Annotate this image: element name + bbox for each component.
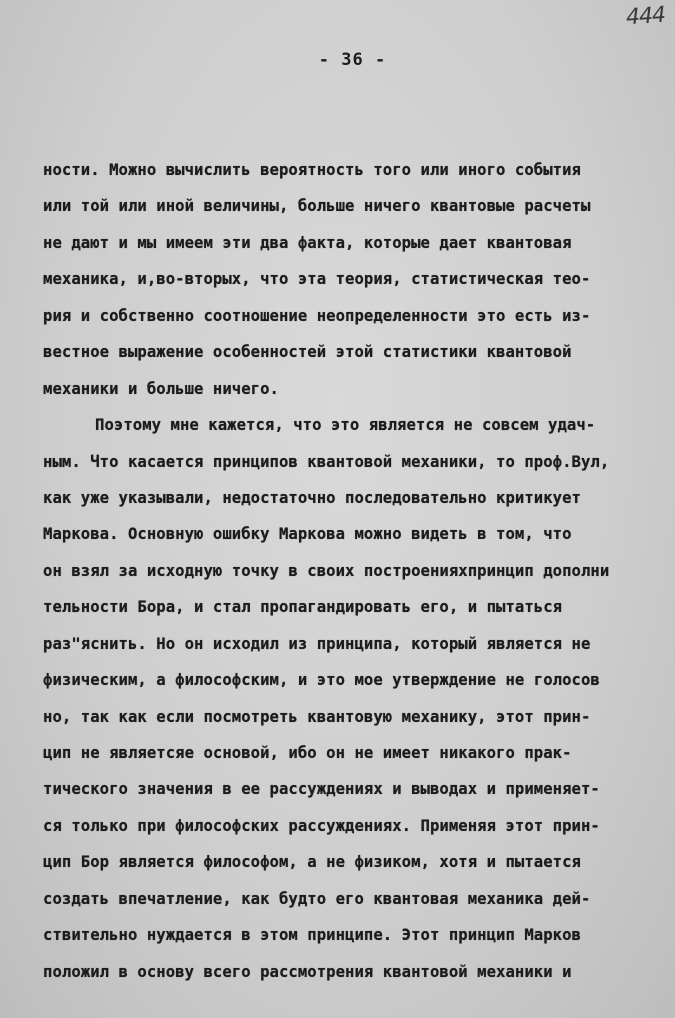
text-line: цип не являетсяе основой, ибо он не имеет никакого прак- [43, 744, 572, 762]
text-line: как уже указывали, недостаточно последовательно критикует [43, 488, 581, 507]
text-line: он взял за исходную точку в своих построенияхпринцип дополни [43, 561, 610, 580]
text-line: не дают и мы имеем эти два факта, которые дает квантовая [43, 233, 572, 252]
archive-number: 444 [625, 2, 666, 31]
text-line: вестное выражение особенностей этой статистики квантовой [43, 343, 572, 362]
text-line: ся только при философских рассуждениях. Применяя этот прин- [43, 816, 600, 835]
text-line: но, так как если посмотреть квантовую механику, этот прин- [43, 707, 591, 726]
text-line: физическим, а философским, и это мое утверждение не голосов [43, 671, 600, 690]
text-line: механика, и,во-вторых, что эта теория, статистическая тео- [43, 270, 591, 289]
text-line: Маркова. Основную ошибку Маркова можно видеть в том, что [43, 525, 572, 544]
text-line: создать впечатление, как будто его квантовая механика дей- [43, 889, 591, 908]
text-line: цип Бор является философом, а не физиком, хотя и пытается [43, 853, 581, 872]
text-line: ности. Можно вычислить вероятность того или иного события [43, 161, 581, 179]
text-line: раз"яснить. Но он исходил из принципа, который является не [43, 634, 591, 653]
text-line: тического значения в ее рассуждениях и выводах и применяет- [43, 780, 600, 799]
paragraph-start-line: Поэтому мне кажется, что это является не совсем удач- [95, 416, 596, 435]
text-line: ствительно нуждается в этом принципе. Этот принцип Марков [43, 926, 581, 945]
text-line: или той или иной величины, больше ничего квантовые расчеты [43, 197, 591, 216]
page-number: - 36 - [318, 50, 387, 70]
text-line: ным. Что касается принципов квантовой механики, то проф.Вул, [43, 452, 610, 471]
text-line: механики и больше ничего. [43, 379, 279, 398]
body-text [43, 152, 675, 990]
text-line: тельности Бора, и стал пропагандировать его, и пытаться [43, 598, 563, 617]
text-line: рия и собственно соотношение неопределенности это есть из- [43, 306, 591, 325]
text-line: положил в основу всего рассмотрения квантовой механики и [43, 962, 572, 981]
